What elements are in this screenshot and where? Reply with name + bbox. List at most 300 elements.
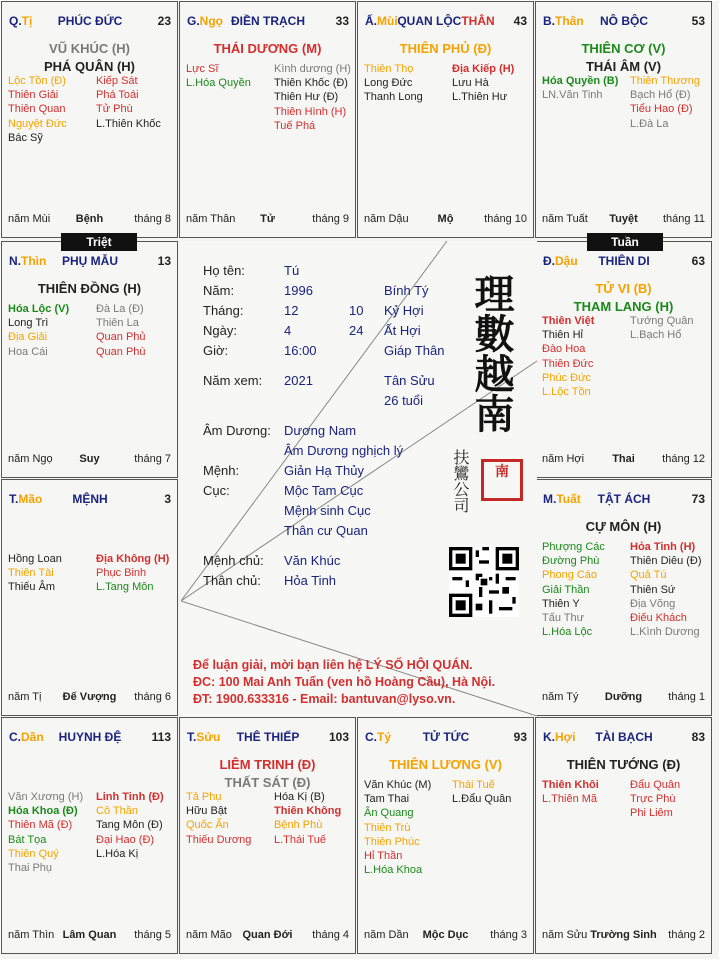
minor-star: Thiên Quý — [8, 847, 59, 860]
palace-stem: Q. — [9, 14, 22, 28]
star-column-right — [630, 74, 700, 131]
main-star: VŨ KHÚC (H) — [49, 41, 130, 56]
palace-year: năm Thìn — [8, 929, 55, 941]
nam-value: 1996 — [284, 283, 313, 298]
main-star: THIÊN PHỦ (Đ) — [399, 41, 492, 56]
palace-stem: C. — [365, 730, 377, 744]
palace-name-text: PHỤ MẪU — [62, 254, 118, 268]
palace-cell[interactable] — [535, 717, 712, 954]
palace-cell[interactable] — [357, 1, 534, 238]
palace-footer — [542, 929, 705, 943]
minor-star: LN.Văn Tinh — [542, 89, 603, 102]
minor-star: Quan Phù — [96, 345, 146, 358]
minor-star: Thiên Tài — [8, 567, 54, 580]
palace-branch: Thân — [555, 14, 584, 28]
palace-year: năm Mùi — [8, 213, 51, 225]
palace-cell[interactable] — [179, 717, 356, 954]
minor-star: Lưu Hà — [452, 77, 489, 90]
palace-stem-branch — [365, 730, 391, 744]
star-column-right — [96, 302, 146, 359]
minor-star: L.Thiên Khốc — [96, 117, 161, 130]
ngay-can: Ất Hợi — [384, 323, 421, 338]
palace-month: tháng 12 — [662, 453, 705, 465]
main-stars — [536, 40, 711, 76]
calligraphy-logo: 理數越南 — [468, 273, 515, 433]
palace-age-number: 23 — [157, 14, 171, 28]
star-column-right — [96, 552, 169, 595]
minor-star: Tang Môn (Đ) — [96, 819, 163, 832]
main-stars — [2, 280, 177, 298]
minor-star: Đẩu Quân — [630, 779, 681, 791]
minor-star: L.Tang Môn — [96, 581, 154, 594]
palace-cell[interactable] — [1, 479, 178, 716]
palace-name — [9, 14, 171, 28]
palace-cell[interactable] — [535, 241, 712, 478]
palace-name-text: THIÊN DI — [598, 254, 650, 268]
palace-year: năm Dần — [364, 929, 409, 941]
minor-star: Hỉ Thần — [364, 850, 403, 863]
palace-name-text: QUAN LỘC — [397, 14, 462, 28]
star-column-right — [630, 778, 680, 821]
nam-xem-value: 2021 — [284, 373, 313, 388]
palace-stem-branch — [9, 14, 32, 28]
life-stage: Bệnh — [75, 213, 104, 225]
palace-footer — [8, 213, 171, 227]
minor-star: Phá Toái — [96, 89, 139, 102]
star-column-left — [8, 790, 83, 875]
star-column-left — [8, 552, 62, 595]
palace-header — [9, 492, 171, 508]
palace-branch: Mão — [18, 492, 43, 506]
palace-year: năm Sửu — [542, 929, 588, 941]
nam-xem-can: Tân Sửu — [384, 373, 435, 388]
minor-star: Lực Sĩ — [186, 63, 219, 75]
main-stars — [2, 40, 177, 76]
contact-address: ĐC: 100 Mai Anh Tuấn (ven hồ Hoàng Cầu), Hà Nội. — [193, 675, 496, 689]
palace-stem-branch — [9, 254, 46, 268]
minor-star: Phong Cáo — [542, 569, 598, 582]
palace-month: tháng 10 — [484, 213, 527, 225]
palace-name-text: PHÚC ĐỨC — [57, 14, 123, 28]
palace-header — [543, 730, 705, 746]
main-star: THAM LANG (H) — [573, 299, 674, 314]
minor-star: Tiểu Hao (Đ) — [630, 103, 693, 116]
palace-branch: Tị — [21, 14, 33, 28]
minor-star: Đào Hoa — [542, 343, 586, 356]
star-column-right — [96, 790, 164, 861]
palace-age-number: 13 — [157, 254, 171, 268]
palace-stem: M. — [543, 492, 557, 506]
main-star: PHÁ QUÂN (H) — [44, 59, 135, 74]
palace-month: tháng 2 — [668, 929, 705, 941]
minor-star: Địa Kiếp (H) — [452, 63, 515, 75]
main-star: THÁI DƯƠNG (M) — [213, 41, 322, 56]
palace-stem-branch — [543, 492, 581, 506]
minor-star: Phục Binh — [96, 567, 147, 580]
minor-star: Bác Sỹ — [8, 131, 43, 144]
than-chu-value: Hỏa Tinh — [284, 573, 337, 588]
life-stage: Đế Vượng — [62, 691, 117, 703]
gio-value: 16:00 — [284, 343, 317, 358]
star-column-left — [186, 62, 251, 90]
center-info-panel — [181, 241, 537, 717]
palace-cell[interactable] — [1, 717, 178, 954]
star-column-right — [630, 314, 694, 342]
star-column-left — [186, 790, 251, 847]
palace-month: tháng 3 — [490, 929, 527, 941]
star-column-right — [274, 790, 341, 847]
triet-tag: Triệt — [61, 233, 137, 251]
palace-footer — [8, 453, 171, 467]
thang-label: Tháng: — [203, 303, 244, 318]
star-column-left — [8, 302, 69, 359]
minor-star: Văn Xương (H) — [8, 791, 84, 803]
palace-header — [9, 254, 171, 270]
minor-star: Phúc Đức — [542, 371, 591, 384]
palace-stem: B. — [543, 14, 555, 28]
minor-star: L.Thiên Hư — [452, 91, 508, 104]
palace-name-text: TẬT ÁCH — [597, 492, 651, 506]
palace-header — [9, 14, 171, 30]
palace-cell[interactable] — [357, 717, 534, 954]
palace-age-number: 63 — [691, 254, 705, 268]
seal-subtext: 扶鸞公司 — [451, 449, 470, 513]
palace-header — [187, 14, 349, 30]
main-star: TỬ VI (B) — [595, 281, 652, 296]
minor-star: Long Trì — [8, 317, 49, 330]
star-column-left — [542, 540, 605, 639]
thang-am-value: 10 — [349, 303, 364, 318]
red-seal-stamp: 南 — [481, 459, 523, 501]
minor-star: L.Đẩu Quân — [452, 793, 512, 806]
nam-xem-label: Năm xem: — [203, 373, 263, 388]
palace-stem-branch — [543, 730, 576, 744]
palace-name-text: THÊ THIẾP — [236, 730, 300, 744]
minor-star: L.Thái Tuế — [274, 833, 326, 846]
minor-star: Thiên Quan — [8, 103, 66, 116]
palace-header — [543, 254, 705, 270]
minor-star: Nguyệt Đức — [8, 117, 67, 130]
palace-age-number: 83 — [691, 730, 705, 744]
main-stars — [536, 518, 711, 536]
palace-stem-branch — [187, 730, 220, 744]
minor-star: Linh Tinh (Đ) — [96, 791, 164, 803]
palace-branch: Thìn — [21, 254, 47, 268]
minor-star: L.Hóa Kị — [96, 847, 139, 860]
minor-star: Thiên Diêu (Đ) — [630, 555, 702, 568]
ho-ten-value: Tú — [284, 263, 300, 278]
minor-star: L.Lộc Tồn — [542, 386, 591, 399]
minor-star: Kình dương (H) — [274, 63, 351, 75]
palace-year: năm Thân — [186, 213, 236, 225]
palace-year: năm Mão — [186, 929, 232, 941]
gio-can: Giáp Thân — [384, 343, 445, 358]
palace-year: năm Ngọ — [8, 453, 53, 465]
palace-footer — [8, 929, 171, 943]
minor-star: Thai Phụ — [8, 862, 53, 875]
main-stars — [358, 756, 533, 774]
minor-star: Tam Thai — [364, 793, 410, 806]
star-column-right — [452, 778, 511, 806]
main-star: THIÊN LƯƠNG (V) — [389, 757, 502, 772]
palace-month: tháng 7 — [134, 453, 171, 465]
main-stars — [180, 756, 355, 792]
main-star: THÁI ÂM (V) — [585, 59, 662, 74]
palace-stem: C. — [9, 730, 21, 744]
minor-star: Long Đức — [364, 77, 413, 90]
palace-name-text: TÀI BẠCH — [595, 730, 653, 744]
am-duong-value: Dương Nam — [284, 423, 357, 438]
minor-star: Quan Phủ — [96, 331, 146, 344]
star-column-left — [8, 74, 67, 145]
life-stage: Dưỡng — [604, 691, 643, 703]
minor-star: Thiên Khôi — [542, 779, 599, 791]
minor-star: Thiên Không — [274, 805, 342, 818]
palace-name-text: MỆNH — [72, 492, 108, 506]
minor-star: Tử Phù — [96, 103, 133, 116]
palace-header — [9, 730, 171, 746]
palace-year: năm Tý — [542, 691, 579, 703]
thang-value: 12 — [284, 303, 299, 318]
tuan-tag: Tuần — [587, 233, 663, 251]
minor-star: Thiên Phúc — [364, 835, 420, 848]
palace-name-text: ĐIỀN TRẠCH — [231, 14, 305, 28]
minor-star: Thiên Việt — [542, 315, 595, 327]
minor-star: L.Hóa Lộc — [542, 626, 593, 639]
minor-star: Thiếu Âm — [8, 581, 56, 594]
palace-age-number: 73 — [691, 492, 705, 506]
palace-header — [365, 730, 527, 746]
minor-star: Quốc Ấn — [186, 819, 229, 832]
minor-star: Thiên Đức — [542, 357, 594, 370]
palace-month: tháng 9 — [312, 213, 349, 225]
life-stage: Trường Sinh — [590, 929, 657, 941]
star-column-left — [542, 314, 594, 399]
palace-header — [365, 14, 527, 30]
main-stars — [536, 756, 711, 774]
minor-star: Cô Thần — [96, 805, 138, 818]
cuc-label: Cục: — [203, 483, 230, 498]
palace-header — [543, 14, 705, 30]
main-star: CỰ MÔN (H) — [585, 519, 662, 534]
life-stage: Lâm Quan — [62, 929, 117, 941]
gio-label: Giờ: — [203, 343, 229, 358]
minor-star: Bệnh Phù — [274, 819, 323, 832]
minor-star: Bát Tọa — [8, 833, 47, 846]
palace-cell[interactable] — [1, 241, 178, 478]
palace-stem-branch — [9, 730, 44, 744]
palace-year: năm Tuất — [542, 213, 588, 225]
minor-star: Thiên Hình (H) — [274, 105, 347, 118]
minor-star: Hóa Kị (B) — [274, 791, 325, 803]
minor-star: Hữu Bật — [186, 805, 227, 818]
cuc-value: Mộc Tam Cục — [284, 483, 364, 498]
contact-info — [193, 657, 495, 708]
life-stage: Tử — [260, 213, 275, 225]
minor-star: Thiên Thọ — [364, 63, 414, 75]
main-star: THIÊN ĐỒNG (H) — [37, 281, 142, 296]
palace-name-text: HUYNH ĐỆ — [58, 730, 122, 744]
palace-month: tháng 11 — [662, 213, 705, 225]
palace-cell[interactable] — [535, 479, 712, 716]
palace-branch: Mùi — [377, 14, 398, 28]
palace-footer — [364, 213, 527, 227]
palace-stem: T. — [9, 492, 19, 506]
minor-star: Văn Khúc (M) — [364, 779, 432, 791]
star-column-right — [274, 62, 351, 133]
palace-header — [187, 730, 349, 746]
palace-footer — [542, 213, 705, 227]
minor-star: Tả Phụ — [186, 791, 222, 803]
palace-stem-branch — [9, 492, 42, 506]
minor-star: Tướng Quân — [630, 315, 694, 327]
palace-stem: Đ. — [543, 254, 555, 268]
palace-footer — [8, 691, 171, 705]
palace-stem: G. — [187, 14, 200, 28]
contact-phone-email[interactable]: ĐT: 1900.633316 - Email: bantuvan@lyso.vn. — [193, 692, 456, 706]
minor-star: Phi Liêm — [630, 807, 673, 820]
minor-star: Thiên Hỉ — [542, 329, 583, 342]
minor-star: Thiên Thương — [630, 75, 701, 87]
palace-footer — [542, 691, 705, 705]
palace-year: năm Hợi — [542, 453, 585, 465]
minor-star: Địa Không (H) — [96, 553, 170, 565]
life-stage: Tuyệt — [609, 213, 638, 225]
palace-name-text: NÔ BỘC — [600, 14, 648, 28]
minor-star: Hóa Khoa (Đ) — [8, 805, 78, 818]
minor-star: L.Hóa Khoa — [364, 864, 423, 877]
minor-star: Kiếp Sát — [96, 75, 138, 87]
palace-branch: Tý — [377, 730, 392, 744]
minor-star: Bạch Hổ (Đ) — [630, 89, 691, 102]
palace-age-number: 93 — [513, 730, 527, 744]
palace-month: tháng 5 — [134, 929, 171, 941]
minor-star: Điếu Khách — [630, 612, 687, 625]
palace-stem: N. — [9, 254, 21, 268]
palace-age-number: 113 — [151, 730, 171, 744]
palace-year: năm Dậu — [364, 213, 409, 225]
star-column-right — [630, 540, 702, 639]
life-stage: Suy — [79, 453, 100, 465]
minor-star: Thiên Trù — [364, 821, 411, 834]
menh-label: Mệnh: — [203, 463, 240, 478]
nam-label: Năm: — [203, 283, 235, 298]
minor-star: L.Đà La — [630, 117, 669, 130]
main-star: THẤT SÁT (Đ) — [224, 775, 311, 790]
minor-star: Hồng Loan — [8, 553, 62, 565]
main-stars — [536, 280, 711, 316]
star-column-left — [364, 62, 423, 105]
palace-year: năm Tị — [8, 691, 42, 703]
main-stars — [180, 40, 355, 58]
minor-star: Phượng Các — [542, 541, 605, 553]
palace-cell[interactable] — [1, 1, 178, 238]
palace-branch: Ngọ — [199, 14, 223, 28]
star-column-left — [542, 74, 618, 102]
minor-star: Thiên Hư (Đ) — [274, 91, 339, 104]
minor-star: Thiên Sứ — [630, 583, 676, 596]
menh-value: Giản Hạ Thủy — [284, 463, 364, 478]
palace-month: tháng 4 — [312, 929, 349, 941]
minor-star: Quả Tú — [630, 569, 667, 582]
am-duong-note: Âm Dương nghịch lý — [284, 443, 404, 458]
star-column-left — [364, 778, 431, 877]
minor-star: Đà La (Đ) — [96, 303, 144, 315]
palace-month: tháng 6 — [134, 691, 171, 703]
life-stage: Quan Đới — [242, 929, 293, 941]
palace-stem-branch — [543, 14, 584, 28]
contact-line-1: Để luận giải, mời bạn liên hệ LÝ SỐ HỘI QUÁN. — [193, 658, 473, 672]
minor-star: L.Thiên Mã — [542, 793, 598, 806]
than-chu-label: Thân chủ: — [203, 573, 261, 588]
minor-star: L.Kình Dương — [630, 626, 700, 639]
minor-star: Thanh Long — [364, 91, 423, 104]
than-marker: THÂN — [461, 14, 495, 28]
palace-cell[interactable] — [179, 1, 356, 238]
minor-star: Thiên Mã (Đ) — [8, 819, 73, 832]
main-star: LIÊM TRINH (Đ) — [219, 757, 316, 772]
palace-branch: Hợi — [555, 730, 576, 744]
minor-star: Thiên Giải — [8, 89, 59, 102]
minor-star: Thiên Khốc (Đ) — [274, 77, 348, 90]
life-stage: Mộc Dục — [422, 929, 469, 941]
minor-star: L.Hóa Quyền — [186, 77, 251, 90]
minor-star: Ân Quang — [364, 807, 414, 820]
than-cu-note: Thân cư Quan — [284, 523, 368, 538]
cuc-note: Mệnh sinh Cục — [284, 503, 371, 518]
minor-star: Lộc Tồn (Đ) — [8, 75, 66, 87]
life-stage: Mộ — [437, 213, 454, 225]
palace-footer — [186, 929, 349, 943]
nam-can: Bính Tý — [384, 283, 429, 298]
qr-code-icon[interactable] — [449, 547, 519, 617]
palace-header — [543, 492, 705, 508]
ngay-value: 4 — [284, 323, 292, 338]
palace-month: tháng 8 — [134, 213, 171, 225]
palace-age-number: 53 — [691, 14, 705, 28]
tuoi-value: 26 tuổi — [384, 393, 424, 408]
palace-footer — [364, 929, 527, 943]
minor-star: Hóa Quyền (B) — [542, 75, 619, 87]
palace-stem: K. — [543, 730, 555, 744]
ngay-am-value: 24 — [349, 323, 364, 338]
palace-stem-branch — [187, 14, 223, 28]
minor-star: Tấu Thư — [542, 612, 585, 625]
minor-star: Hoa Cái — [8, 345, 48, 358]
star-column-right — [452, 62, 514, 105]
menh-chu-label: Mệnh chủ: — [203, 553, 264, 568]
palace-footer — [542, 453, 705, 467]
palace-age-number: 103 — [328, 730, 349, 744]
life-stage: Thai — [612, 453, 635, 465]
minor-star: Đường Phù — [542, 555, 600, 568]
minor-star: Thái Tuế — [452, 779, 495, 791]
thang-can: Kỷ Hợi — [384, 303, 424, 318]
palace-month: tháng 1 — [668, 691, 705, 703]
minor-star: Đại Hao (Đ) — [96, 833, 155, 846]
am-duong-label: Âm Dương: — [203, 423, 271, 438]
main-star: THIÊN CƠ (V) — [581, 41, 666, 56]
palace-stem-branch — [543, 254, 578, 268]
palace-age-number: 3 — [164, 492, 171, 506]
main-stars — [358, 40, 533, 58]
palace-branch: Dần — [21, 730, 44, 744]
palace-cell[interactable] — [535, 1, 712, 238]
main-star: THIÊN TƯỚNG (Đ) — [566, 757, 681, 772]
palace-branch: Tuất — [556, 492, 581, 506]
star-column-right — [96, 74, 161, 131]
minor-star: Trực Phù — [630, 793, 676, 806]
